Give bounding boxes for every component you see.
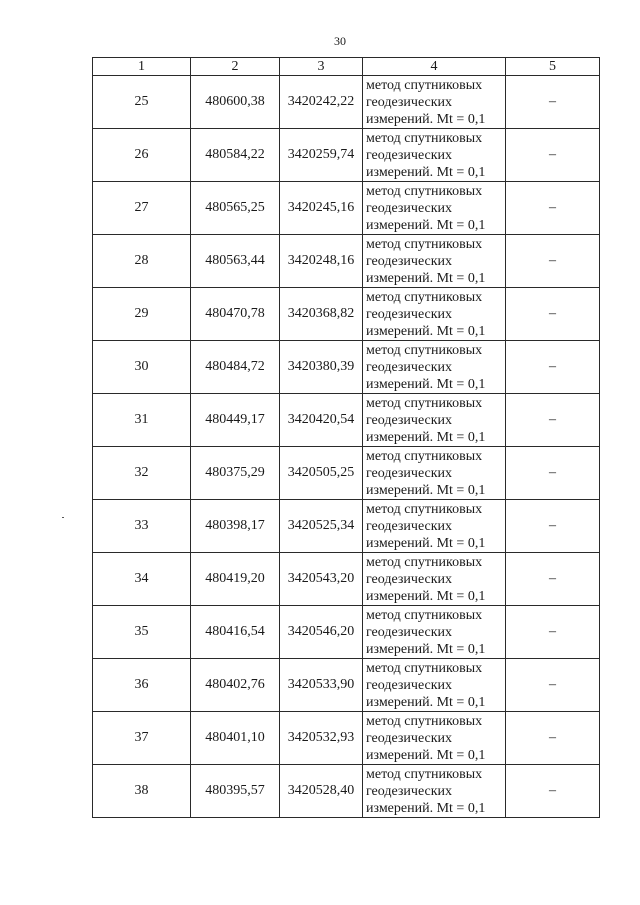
coordinate-y: 3420505,25 xyxy=(280,447,363,500)
method-line-2: геодезических xyxy=(366,253,453,269)
point-number: 37 xyxy=(93,712,191,765)
column-5-value: – xyxy=(506,553,600,606)
method-line-2: геодезических xyxy=(366,412,453,428)
method-line-1: метод спутниковых xyxy=(366,660,483,676)
coordinate-x: 480402,76 xyxy=(191,659,280,712)
method-line-1: метод спутниковых xyxy=(366,236,483,252)
coordinate-y: 3420248,16 xyxy=(280,235,363,288)
method-description xyxy=(363,606,506,659)
table-row xyxy=(93,394,600,447)
point-number: 29 xyxy=(93,288,191,341)
column-5-value: – xyxy=(506,288,600,341)
method-line-2: геодезических xyxy=(366,465,453,481)
coordinate-x: 480401,10 xyxy=(191,712,280,765)
coordinate-x: 480484,72 xyxy=(191,341,280,394)
table-row xyxy=(93,76,600,129)
coordinate-x: 480375,29 xyxy=(191,447,280,500)
method-line-2: геодезических xyxy=(366,624,453,640)
point-number: 33 xyxy=(93,500,191,553)
method-description xyxy=(363,553,506,606)
method-line-2: геодезических xyxy=(366,571,453,587)
coordinate-x: 480419,20 xyxy=(191,553,280,606)
method-line-2: геодезических xyxy=(366,518,453,534)
table-row xyxy=(93,765,600,818)
method-line-2: геодезических xyxy=(366,147,453,163)
method-line-2: геодезических xyxy=(366,200,453,216)
column-5-value: – xyxy=(506,765,600,818)
table-row xyxy=(93,182,600,235)
header-col-5: 5 xyxy=(506,58,600,76)
coordinates-table xyxy=(92,57,600,818)
column-5-value: – xyxy=(506,606,600,659)
method-line-1: метод спутниковых xyxy=(366,289,483,305)
method-line-1: метод спутниковых xyxy=(366,395,483,411)
method-description xyxy=(363,76,506,129)
point-number: 38 xyxy=(93,765,191,818)
method-line-2: геодезических xyxy=(366,677,453,693)
method-line-3: измерений. Mt = 0,1 xyxy=(366,376,486,392)
method-description xyxy=(363,235,506,288)
table-row xyxy=(93,553,600,606)
point-number: 34 xyxy=(93,553,191,606)
coordinate-y: 3420528,40 xyxy=(280,765,363,818)
method-line-1: метод спутниковых xyxy=(366,607,483,623)
method-description xyxy=(363,182,506,235)
coordinate-x: 480584,22 xyxy=(191,129,280,182)
coordinate-x: 480563,44 xyxy=(191,235,280,288)
point-number: 28 xyxy=(93,235,191,288)
method-description xyxy=(363,129,506,182)
point-number: 30 xyxy=(93,341,191,394)
column-5-value: – xyxy=(506,659,600,712)
column-5-value: – xyxy=(506,235,600,288)
coordinate-x: 480395,57 xyxy=(191,765,280,818)
method-line-3: измерений. Mt = 0,1 xyxy=(366,747,486,763)
method-line-3: измерений. Mt = 0,1 xyxy=(366,164,486,180)
table-header xyxy=(93,58,600,76)
method-line-1: метод спутниковых xyxy=(366,77,483,93)
method-line-3: измерений. Mt = 0,1 xyxy=(366,270,486,286)
coordinate-x: 480416,54 xyxy=(191,606,280,659)
column-5-value: – xyxy=(506,712,600,765)
table-row xyxy=(93,288,600,341)
table-row xyxy=(93,447,600,500)
table-row xyxy=(93,500,600,553)
method-line-1: метод спутниковых xyxy=(366,713,483,729)
method-description xyxy=(363,500,506,553)
coordinate-y: 3420546,20 xyxy=(280,606,363,659)
column-5-value: – xyxy=(506,76,600,129)
method-description xyxy=(363,394,506,447)
coordinate-y: 3420368,82 xyxy=(280,288,363,341)
column-5-value: – xyxy=(506,341,600,394)
table-row xyxy=(93,129,600,182)
coordinate-y: 3420242,22 xyxy=(280,76,363,129)
coordinate-x: 480398,17 xyxy=(191,500,280,553)
page-number: 30 xyxy=(334,34,346,48)
column-5-value: – xyxy=(506,182,600,235)
header-col-3: 3 xyxy=(280,58,363,76)
table-body xyxy=(93,76,600,818)
method-line-3: измерений. Mt = 0,1 xyxy=(366,217,486,233)
coordinate-y: 3420259,74 xyxy=(280,129,363,182)
method-line-3: измерений. Mt = 0,1 xyxy=(366,694,486,710)
method-description xyxy=(363,659,506,712)
header-col-4: 4 xyxy=(363,58,506,76)
method-description xyxy=(363,765,506,818)
method-line-1: метод спутниковых xyxy=(366,342,483,358)
coordinate-y: 3420543,20 xyxy=(280,553,363,606)
header-col-1: 1 xyxy=(93,58,191,76)
method-line-1: метод спутниковых xyxy=(366,554,483,570)
scan-speck xyxy=(62,517,64,518)
coordinate-y: 3420525,34 xyxy=(280,500,363,553)
coordinate-y: 3420380,39 xyxy=(280,341,363,394)
column-5-value: – xyxy=(506,500,600,553)
coordinate-y: 3420532,93 xyxy=(280,712,363,765)
method-line-2: геодезических xyxy=(366,94,453,110)
point-number: 31 xyxy=(93,394,191,447)
header-col-2: 2 xyxy=(191,58,280,76)
method-line-1: метод спутниковых xyxy=(366,766,483,782)
method-description xyxy=(363,447,506,500)
method-line-3: измерений. Mt = 0,1 xyxy=(366,482,486,498)
method-line-3: измерений. Mt = 0,1 xyxy=(366,800,486,816)
coordinate-x: 480449,17 xyxy=(191,394,280,447)
table-row xyxy=(93,235,600,288)
coordinate-y: 3420420,54 xyxy=(280,394,363,447)
method-line-3: измерений. Mt = 0,1 xyxy=(366,641,486,657)
coordinate-y: 3420533,90 xyxy=(280,659,363,712)
table-row xyxy=(93,659,600,712)
method-line-3: измерений. Mt = 0,1 xyxy=(366,588,486,604)
point-number: 27 xyxy=(93,182,191,235)
method-line-1: метод спутниковых xyxy=(366,130,483,146)
point-number: 35 xyxy=(93,606,191,659)
column-5-value: – xyxy=(506,447,600,500)
coordinate-x: 480470,78 xyxy=(191,288,280,341)
method-line-2: геодезических xyxy=(366,359,453,375)
method-line-3: измерений. Mt = 0,1 xyxy=(366,111,486,127)
method-line-2: геодезических xyxy=(366,730,453,746)
method-description xyxy=(363,341,506,394)
coordinate-x: 480565,25 xyxy=(191,182,280,235)
table-row xyxy=(93,712,600,765)
method-line-1: метод спутниковых xyxy=(366,501,483,517)
method-line-2: геодезических xyxy=(366,783,453,799)
method-description xyxy=(363,288,506,341)
method-line-3: измерений. Mt = 0,1 xyxy=(366,429,486,445)
method-line-1: метод спутниковых xyxy=(366,448,483,464)
method-line-3: измерений. Mt = 0,1 xyxy=(366,535,486,551)
method-line-1: метод спутниковых xyxy=(366,183,483,199)
point-number: 25 xyxy=(93,76,191,129)
point-number: 26 xyxy=(93,129,191,182)
table-row xyxy=(93,606,600,659)
column-5-value: – xyxy=(506,394,600,447)
coordinate-x: 480600,38 xyxy=(191,76,280,129)
table-row xyxy=(93,341,600,394)
method-description xyxy=(363,712,506,765)
point-number: 36 xyxy=(93,659,191,712)
column-5-value: – xyxy=(506,129,600,182)
method-line-3: измерений. Mt = 0,1 xyxy=(366,323,486,339)
header-row xyxy=(93,58,600,76)
point-number: 32 xyxy=(93,447,191,500)
coordinate-y: 3420245,16 xyxy=(280,182,363,235)
method-line-2: геодезических xyxy=(366,306,453,322)
